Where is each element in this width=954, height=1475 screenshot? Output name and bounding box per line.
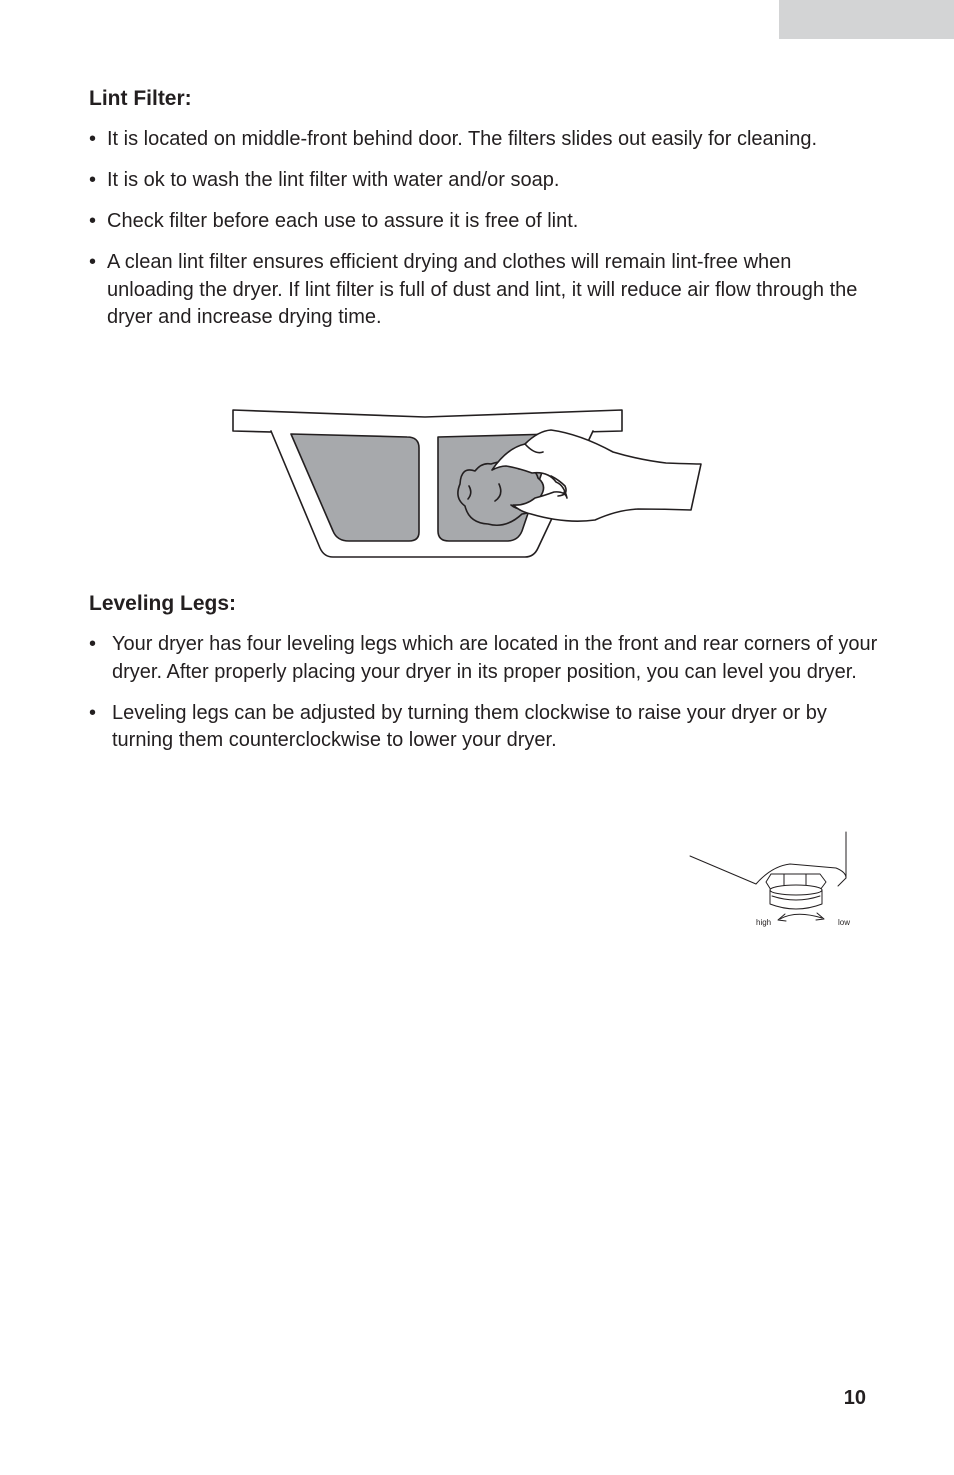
lint-filter-heading: Lint Filter: [89, 87, 192, 110]
list-item-text: It is ok to wash the lint filter with water and/or soap. [107, 169, 560, 191]
bullet-icon: • [89, 210, 97, 232]
list-item [89, 631, 879, 686]
list-item-text: Check filter before each use to assure it is free of lint. [107, 210, 579, 232]
lint-filter-list [89, 126, 879, 345]
bullet-icon: • [89, 701, 97, 724]
list-item-text: Your dryer has four leveling legs which are located in the front and rear corners of your dryer. After properly placing your dryer in its proper position, you can level you dryer. [112, 633, 878, 683]
bullet-icon: • [89, 251, 97, 273]
leveling-leg-illustration [686, 830, 858, 934]
list-item [89, 167, 879, 195]
bullet-icon: • [89, 169, 97, 191]
list-item [89, 700, 879, 755]
corner-tab [779, 0, 954, 39]
list-item-text: Leveling legs can be adjusted by turning them clockwise to raise your dryer or by turning them counterclockwise to lower your dryer. [112, 701, 827, 751]
list-item [89, 126, 879, 154]
leveling-legs-heading: Leveling Legs: [89, 592, 237, 615]
lint-filter-illustration [225, 400, 715, 565]
list-item [89, 208, 879, 236]
bullet-icon: • [89, 633, 97, 655]
page-number: 10 [843, 1387, 866, 1409]
leveling-legs-list [89, 631, 879, 768]
high-label: high [756, 918, 772, 927]
bullet-icon: • [89, 128, 97, 150]
low-label: low [838, 918, 851, 927]
list-item [89, 249, 879, 332]
list-item-text: A clean lint filter ensures efficient drying and clothes will remain lint-free when unloading the dryer. If lint filter is full of dust and lint, it will reduce air flow through the dryer and increase drying time. [107, 251, 858, 328]
list-item-text: It is located on middle-front behind door. The filters slides out easily for cleaning. [107, 128, 818, 150]
